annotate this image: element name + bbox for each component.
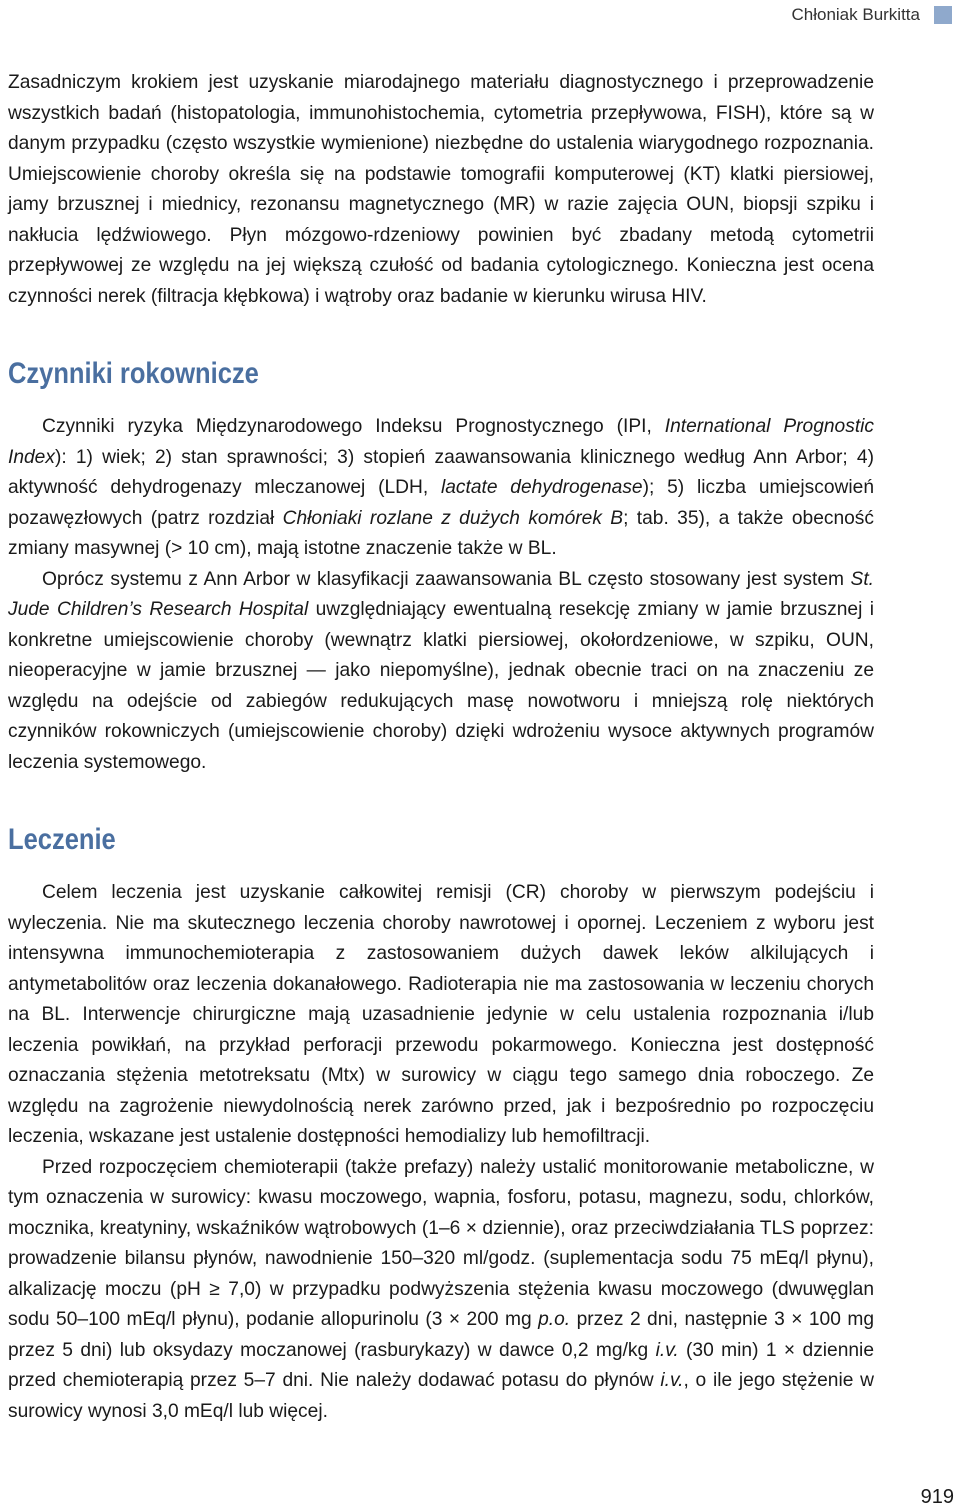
text-run: przez 2 dni, następnie 3 × 100 mg przez 5 dni) lub oksydazy moczanowej (rasburykazy) w dawce 0,2 mg/kg [8, 1309, 874, 1361]
italic-abbrev: p.o. [538, 1309, 571, 1330]
treatment-paragraph-2 [8, 1153, 874, 1428]
text-run: ; tab. 35), a także obecność zmiany masywnej (> 10 cm), mają istotne znaczenie także w BL. [8, 507, 874, 559]
section-marker-square [934, 6, 952, 24]
text-run: (30 min) 1 × dziennie przed chemioterapią przez 5–7 dni. Nie należy dodawać potasu do płynów [8, 1339, 874, 1391]
italic-abbrev: i.v. [660, 1370, 684, 1391]
text-run: uwzględniający ewentualną resekcję zmiany w jamie brzusznej i konkretne umiejscowienie choroby (wewnątrz klatki piersiowej, okołordzeniowe, w szpiku, OUN, nieoperacyjne w jamie brzusznej — jako niepomyślne), jednak obecnie traci on na znaczeniu ze względu na odejście od zabiegów redukujących masę nowotworu i mniejszą rolę niektórych czynników rokowniczych (umiejscowienie choroby) dzięki wdrożeniu wysoce aktywnych programów leczenia systemowego. [8, 599, 874, 773]
prognostic-paragraph-2 [8, 565, 874, 779]
section-title-prognostic-factors: Czynniki rokownicze [8, 357, 259, 390]
prognostic-paragraph-1 [8, 412, 874, 565]
text-run: ): 1) wiek; 2) stan sprawności; 3) stopień zaawansowania klinicznego według Ann Arbor; 4) aktywność dehydrogenazy mleczanowej (LDH, [8, 446, 874, 498]
intro-paragraph: Zasadniczym krokiem jest uzyskanie miarodajnego materiału diagnostycznego i przeprowadzenie wszystkich badań (histopatologia, immunohistochemia, cytometria przepływowa, FISH), które są w danym przypadku (często wszystkie wymienione) niezbędne do ustalenia wiarygodnego rozpoznania. Umiejscowienie choroby określa się na podstawie tomografii komputerowej (KT) klatki piersiowej, jamy brzusznej i miednicy, rezonansu magnetycznego (MR) w razie zajęcia OUN, biopsji szpiku i nakłucia lędźwiowego. Płyn mózgowo-rdzeniowy powinien być zbadany metodą cytometrii przepływowej ze względu na jej większą czułość od badania cytologicznego. Konieczna jest ocena czynności nerek (filtracja kłębkowa) i wątroby oraz badanie w kierunku wirusa HIV. [8, 72, 874, 307]
page-content [8, 68, 874, 1427]
italic-term: lactate dehydrogenase [440, 477, 643, 498]
running-title: Chłoniak Burkitta [791, 5, 920, 24]
section-title-treatment: Leczenie [8, 823, 116, 856]
text-run: Czynniki ryzyka Międzynarodowego Indeksu Prognostycznego (IPI, [42, 416, 665, 437]
text-run: Przed rozpoczęciem chemioterapii (także prefazy) należy ustalić monitorowanie metaboliczne, w tym oznaczenia w surowicy: kwasu moczowego, wapnia, fosforu, potasu, magnezu, sodu, chlorków, mocznika, kreatyniny, wskaźników wątrobowych (1–6 × dziennie), oraz przeciwdziałania TLS poprzez: prowadzenie bilansu płynów, nawodnienie 150–320 ml/godz. (suplementacja sodu 75 mEq/l płynu), alkalizację moczu (pH ≥ 7,0) w przypadku podwyższenia stężenia kwasu moczowego (dwuwęglan sodu 50–100 mEq/l płynu), podanie allopurinolu (3 × 200 mg [8, 1156, 874, 1330]
italic-term: International Prognostic Index [8, 416, 875, 468]
italic-chapter-ref: Chłoniaki rozlane z dużych komórek B [282, 507, 624, 529]
treatment-paragraph-1: Celem leczenia jest uzyskanie całkowitej remisji (CR) choroby w pierwszym podejściu i wyleczenia. Nie ma skutecznego leczenia choroby nawrotowej i opornej. Leczeniem z wyboru jest intensywna immunochemioterapia z zastosowaniem dużych dawek leków alkilujących i antymetabolitów oraz leczenia dokanałowego. Radioterapia nie ma zastosowania w leczeniu chorych na BL. Interwencje chirurgiczne mają uzasadnienie jedynie w celu ustalenia rozpoznania i/lub leczenia powikłań, na przykład perforacji przewodu pokarmowego. Konieczna jest dostępność oznaczania stężenia metotreksatu (Mtx) w surowicy w ciągu tego samego dnia roboczego. Ze względu na zagrożenie niewydolnością nerek zarówno przed, jak i bezpośrednio po rozpoczęciu leczenia, wskazane jest ustalenie dostępności hemodializy lub hemofiltracji. [8, 882, 874, 1147]
text-run: ); 5) liczba umiejscowień pozawęzłowych (patrz rozdział [8, 477, 874, 529]
text-run: , o ile jego stężenie w surowicy wynosi 3,0 mEq/l lub więcej. [8, 1370, 874, 1422]
text-run: Oprócz systemu z Ann Arbor w klasyfikacji zaawansowania BL często stosowany jest system [42, 568, 851, 590]
italic-term: St. Jude Children’s Research Hospital [8, 568, 874, 620]
italic-abbrev: i.v. [655, 1339, 679, 1361]
page-number: 919 [920, 1486, 954, 1508]
